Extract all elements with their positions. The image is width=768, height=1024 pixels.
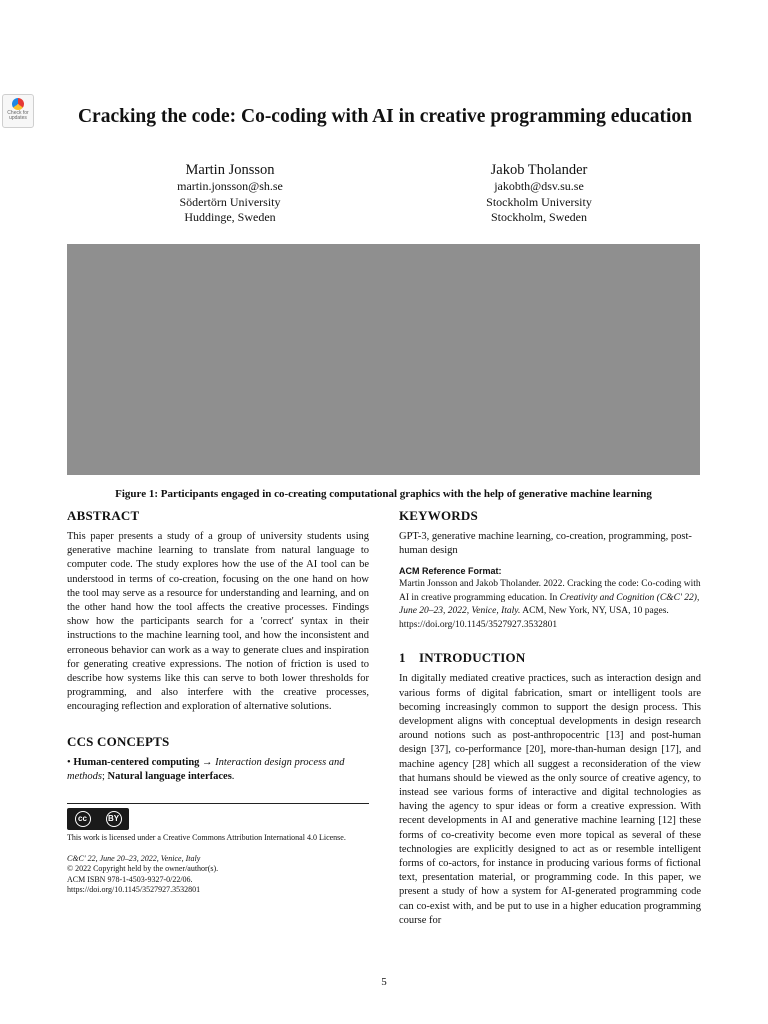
section-number: 1 bbox=[399, 650, 406, 666]
introduction-text: In digitally mediated creative practices, such as interaction design and various forms of digital fabrication, smart or intelligent tools are becoming increasingly common to support the design process. This development aligns with conceptual developments in design research around notions such as post-anthropocentric [13] and post-human design [37], co-performance [20], more-than-human design [17], and machine agency [28] which all suggest a reconsideration of the view that humans should be viewed as the only source of creative agency, to instead see various forms of interactive and digital technologies as having the agency to spur ideas or form a creative expression. With recent developments in AI and generative machine learning [12] these forms of co-creativity become even more topical as several of these technologies are explicitly designed to act as or resemble intelligent forms of co-actors, for instance in producing various forms of fictional text, presentation material, or programming code. In this paper, we present a study of how a system for AI-generated programming code can co-exist with, and be put to use in a higher education programming course for bbox=[399, 673, 701, 926]
creative-commons-logo[interactable] bbox=[67, 808, 129, 830]
conference-info: C&C' 22, June 20–23, 2022, Venice, Italy bbox=[67, 853, 201, 863]
figure-1-caption: Figure 1: Participants engaged in co-creating computational graphics with the help of generative machine learning bbox=[115, 488, 652, 500]
ccs-arrow: → bbox=[199, 756, 216, 768]
author-name: Martin Jonsson bbox=[185, 162, 275, 178]
abstract-text: This paper presents a study of a group of university students using generative machine learning to translate from natural language to computer code. The study explores how the use of the AI tool can be understood in terms of co-creation, focusing on the one hand on how the tool may serve as a resource for understanding and learning, and on the other hand how the tool affects the creative processes. Findings show how the participants search for a 'correct' syntax in their instructions to the machine learning tool, and how the inconsistent and erroneous behavior can work as a way to generate clues and inspiration for generating creative expressions. The notion of friction is used to describe how systems like this can serve to both lower thresholds for programming, and also interfere with the creative processes, encouraging reflection and exploration of alternative solutions. bbox=[67, 531, 369, 713]
ccs-bullet: • bbox=[67, 756, 71, 768]
author-email: jakobth@dsv.su.se bbox=[494, 179, 584, 193]
ccs-end: . bbox=[231, 770, 235, 782]
ccs-concept-1: Human-centered computing bbox=[73, 756, 200, 768]
page-number: 5 bbox=[381, 976, 387, 988]
badge-label: Check for updates bbox=[7, 110, 29, 121]
author-email: martin.jonsson@sh.se bbox=[177, 179, 283, 193]
copyright-text: © 2022 Copyright held by the owner/author(s). bbox=[67, 864, 219, 874]
ccs-heading: CCS CONCEPTS bbox=[67, 733, 170, 749]
acm-reference-heading: ACM Reference Format: bbox=[399, 566, 502, 577]
author-block-1 bbox=[120, 161, 340, 226]
keywords-text: GPT-3, generative machine learning, co-creation, programming, post-human design bbox=[399, 531, 692, 557]
by-icon: BY bbox=[106, 811, 122, 827]
publication-footnote bbox=[67, 854, 369, 896]
cc-icon: cc bbox=[75, 811, 91, 827]
check-updates-icon bbox=[12, 98, 24, 110]
acm-reference-text: Martin Jonsson and Jakob Tholander. 2022. Cracking the code: Co-coding with AI in creative programming education. In Creativity and Cognition (C&C' 22), June 20–23, 2022, Venice, Italy. ACM, New York, NY, USA, 10 pages. https://doi.org/10.1145/3527927.3532801 bbox=[399, 579, 701, 630]
keywords-heading: KEYWORDS bbox=[399, 508, 478, 523]
left-column bbox=[67, 508, 369, 896]
check-for-updates-badge[interactable] bbox=[2, 94, 34, 128]
section-title: INTRODUCTION bbox=[419, 650, 526, 666]
author-location: Huddinge, Sweden bbox=[184, 210, 276, 224]
doi-link[interactable]: https://doi.org/10.1145/3527927.3532801 bbox=[67, 885, 201, 895]
author-location: Stockholm, Sweden bbox=[491, 210, 587, 224]
ccs-concept-1-sub: Interaction design process and methods bbox=[67, 756, 345, 782]
footnote-rule bbox=[67, 803, 369, 804]
ccs-text bbox=[67, 756, 369, 784]
isbn-text: ACM ISBN 978-1-4503-9327-0/22/06. bbox=[67, 874, 193, 884]
paper-title: Cracking the code: Co-coding with AI in creative programming education bbox=[77, 106, 693, 127]
author-affiliation: Stockholm University bbox=[486, 194, 592, 209]
abstract-heading: ABSTRACT bbox=[67, 508, 140, 523]
license-text: This work is licensed under a Creative Commons Attribution International 4.0 License. bbox=[67, 833, 346, 843]
ccs-concept-2: Natural language interfaces bbox=[107, 770, 232, 782]
ccs-separator: ; bbox=[102, 770, 108, 782]
author-block-2 bbox=[429, 161, 649, 226]
right-column bbox=[399, 508, 701, 928]
figure-1-photo bbox=[67, 244, 700, 475]
introduction-heading bbox=[399, 650, 701, 666]
author-affiliation: Södertörn University bbox=[179, 194, 281, 209]
author-name: Jakob Tholander bbox=[490, 162, 588, 178]
